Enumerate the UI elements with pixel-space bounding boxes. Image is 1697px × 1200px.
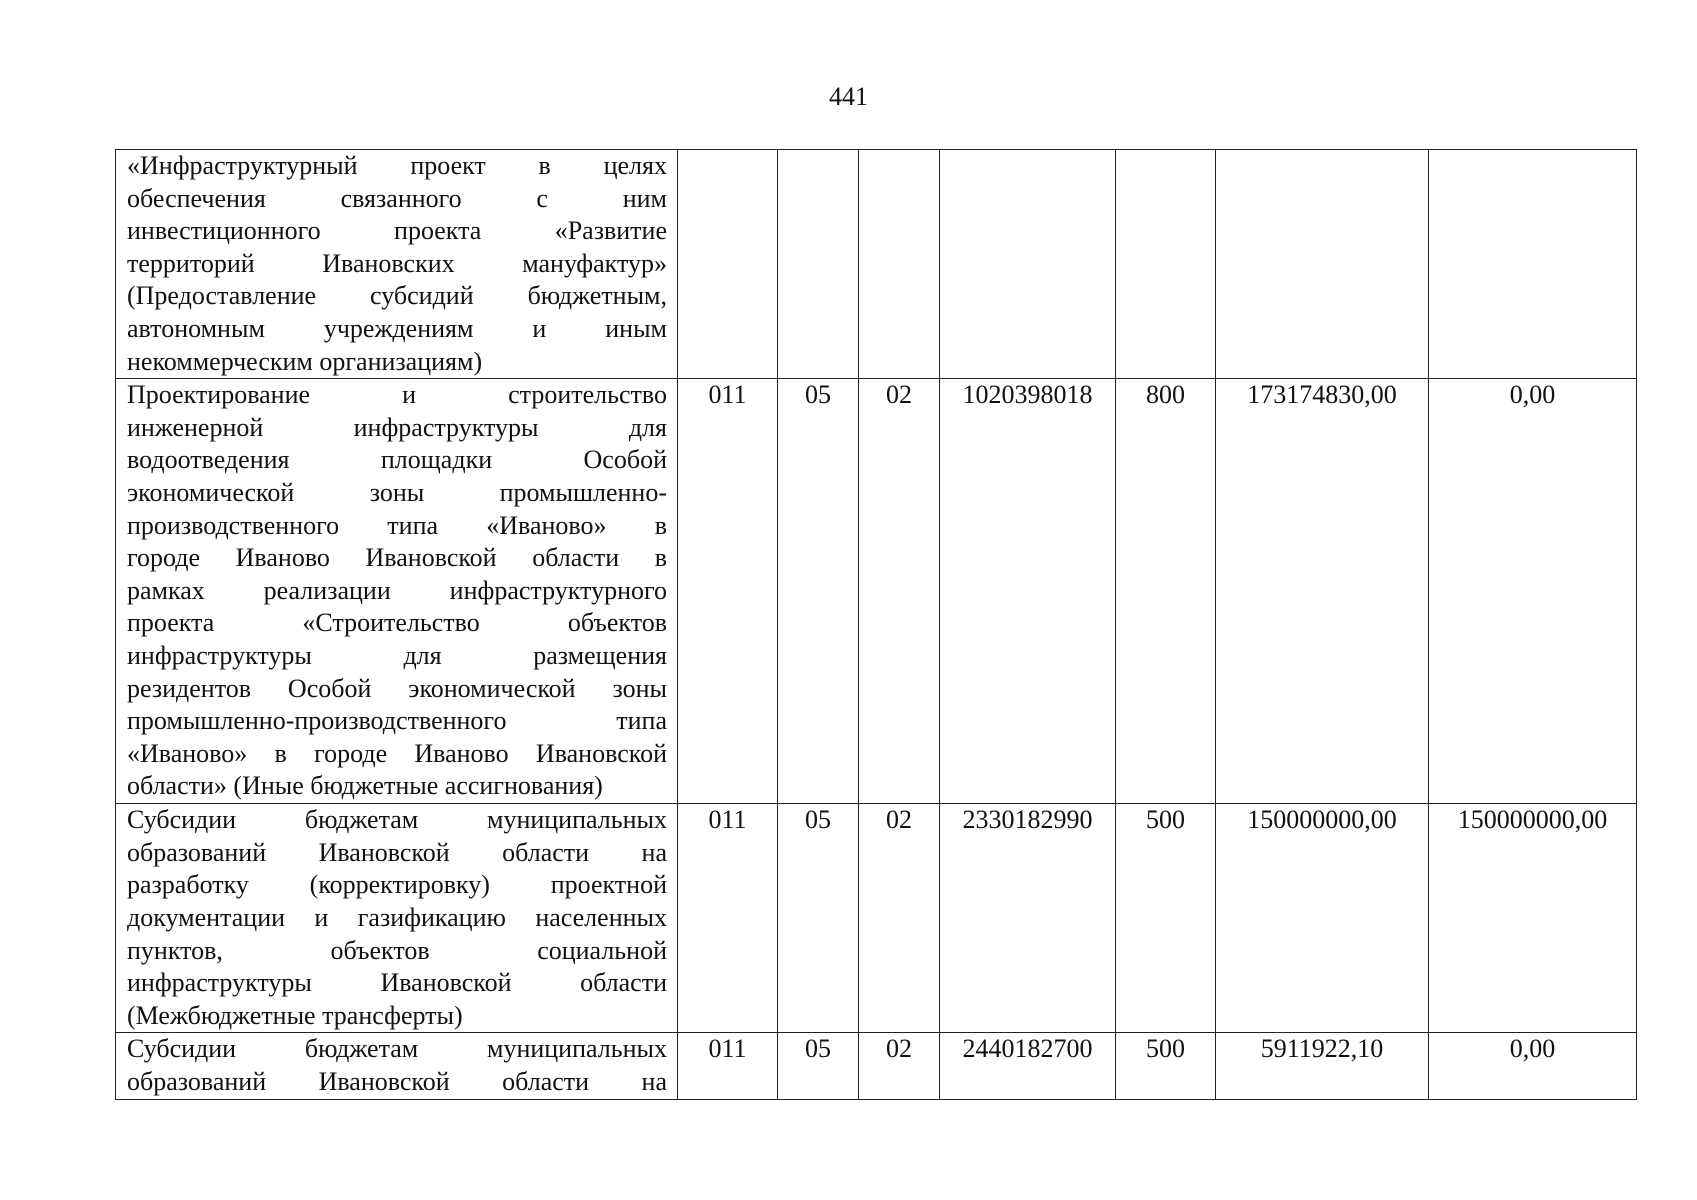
target-article-cell: 2440182700 [940, 1033, 1116, 1099]
target-article-cell: 2330182990 [940, 804, 1116, 1033]
section-cell: 05 [778, 379, 859, 804]
table-row [116, 150, 1637, 379]
amount-year2-cell [1429, 150, 1637, 379]
description-line: разработку (корректировку) проектной [127, 870, 667, 900]
amount-year1-cell [1216, 150, 1429, 379]
subsection-cell: 02 [859, 1033, 940, 1099]
description-line: инвестиционного проекта «Развитие [127, 216, 667, 246]
description-line: «Инфраструктурный проект в целях [127, 151, 667, 180]
description-line: экономической зоны промышленно- [127, 477, 667, 507]
table-body [116, 150, 1637, 1100]
table-row [116, 804, 1637, 1033]
budget-table [115, 149, 1637, 1100]
admin-code-cell: 011 [678, 379, 778, 804]
admin-code-cell: 011 [678, 1033, 778, 1099]
description-line: резидентов Особой экономической зоны [127, 673, 667, 703]
description-line: автономным учреждениям и иным [127, 313, 667, 343]
amount-year2-cell: 0,00 [1429, 1033, 1637, 1099]
description-line: территорий Ивановских мануфактур» [127, 248, 667, 278]
amount-year2-cell: 150000000,00 [1429, 804, 1637, 1033]
target-article-cell [940, 150, 1116, 379]
subsection-cell: 02 [859, 804, 940, 1033]
description-line: инфраструктуры Ивановской области [127, 968, 667, 998]
target-article-cell: 1020398018 [940, 379, 1116, 804]
description-line: пунктов, объектов социальной [127, 935, 667, 965]
description-line: области» (Иные бюджетные ассигнования) [127, 771, 603, 801]
amount-year2-cell: 0,00 [1429, 379, 1637, 804]
admin-code-cell [678, 150, 778, 379]
description-line: водоотведения площадки Особой [127, 445, 667, 475]
expense-type-cell: 800 [1116, 379, 1216, 804]
description-line: проекта «Строительство объектов [127, 608, 667, 638]
description-line: инфраструктуры для размещения [127, 640, 667, 670]
description-line: документации и газификацию населенных [127, 902, 667, 932]
subsection-cell [859, 150, 940, 379]
section-cell: 05 [778, 804, 859, 1033]
expense-type-cell [1116, 150, 1216, 379]
table-row [116, 379, 1637, 804]
description-line: производственного типа «Иваново» в [127, 510, 667, 540]
description-line: рамках реализации инфраструктурного [127, 575, 667, 605]
amount-year1-cell: 5911922,10 [1216, 1033, 1429, 1099]
amount-year1-cell: 150000000,00 [1216, 804, 1429, 1033]
section-cell [778, 150, 859, 379]
row-description [116, 804, 678, 1033]
section-cell: 05 [778, 1033, 859, 1099]
description-line: Субсидии бюджетам муниципальных [127, 1034, 667, 1064]
description-line: промышленно-производственного типа [127, 706, 667, 736]
description-line: обеспечения связанного с ним [127, 183, 667, 213]
admin-code-cell: 011 [678, 804, 778, 1033]
table-row [116, 1033, 1637, 1099]
expense-type-cell: 500 [1116, 804, 1216, 1033]
description-line: инженерной инфраструктуры для [127, 412, 667, 442]
page-number: 441 [829, 82, 868, 111]
row-description [116, 379, 678, 804]
expense-type-cell: 500 [1116, 1033, 1216, 1099]
description-line: (Межбюджетные трансферты) [127, 1000, 463, 1030]
description-line: образований Ивановской области на [127, 1066, 667, 1096]
description-line: «Иваново» в городе Иваново Ивановской [127, 738, 667, 768]
description-line: некоммерческим организациям) [127, 346, 483, 376]
description-line: образований Ивановской области на [127, 837, 667, 867]
description-line: (Предоставление субсидий бюджетным, [127, 281, 667, 311]
description-line: Проектирование и строительство [127, 380, 667, 410]
description-line: городе Иваново Ивановской области в [127, 543, 667, 573]
row-description [116, 150, 678, 379]
row-description [116, 1033, 678, 1099]
subsection-cell: 02 [859, 379, 940, 804]
description-line: Субсидии бюджетам муниципальных [127, 805, 667, 835]
amount-year1-cell: 173174830,00 [1216, 379, 1429, 804]
